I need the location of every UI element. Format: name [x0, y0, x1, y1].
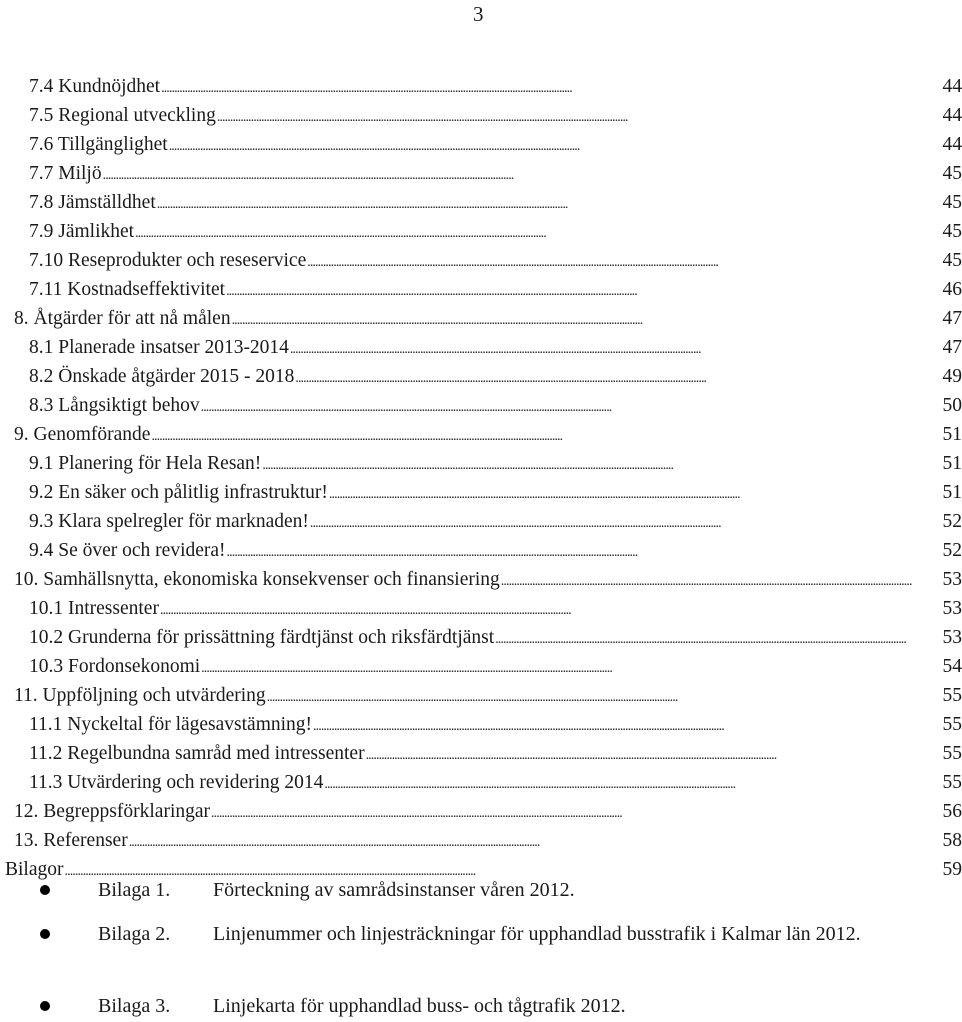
toc-entry[interactable]	[0, 594, 962, 623]
toc-entry-page: 47	[942, 308, 962, 329]
toc-entry[interactable]	[0, 333, 962, 362]
toc-entry[interactable]	[0, 246, 962, 275]
toc-entry-title: Bilagor	[5, 859, 64, 880]
dot-leader	[201, 391, 935, 422]
toc-entry-page: 47	[942, 337, 962, 358]
page-number: 3	[473, 2, 484, 26]
toc-entry[interactable]	[0, 275, 962, 304]
toc-entry-title: 10.1 Intressenter	[29, 598, 159, 619]
toc-entry-title: 9.4 Se över och revidera!	[29, 540, 226, 561]
toc-entry[interactable]	[0, 652, 962, 681]
toc-entry[interactable]	[0, 217, 962, 246]
toc-entry-title: 11. Uppföljning och utvärdering	[14, 685, 266, 706]
toc-entry-page: 56	[942, 801, 962, 822]
dot-leader	[366, 739, 935, 770]
toc-entry-page: 53	[942, 569, 962, 590]
toc-entry-title: 7.7 Miljö	[29, 163, 102, 184]
toc-entry-page: 52	[942, 540, 962, 561]
dot-leader	[217, 101, 935, 132]
dot-leader	[295, 362, 935, 393]
toc-entry-title: 9.3 Klara spelregler för marknaden!	[29, 511, 309, 532]
toc-entry-title: 9. Genomförande	[14, 424, 151, 445]
toc-entry-title: 7.8 Jämställdhet	[29, 192, 156, 213]
toc-entry-title: 8. Åtgärder för att nå målen	[14, 308, 231, 329]
toc-entry[interactable]	[0, 507, 962, 536]
appendix-title: Förteckning av samrådsinstanser våren 2012.	[213, 879, 575, 901]
appendix-label: Bilaga 1.	[98, 879, 171, 901]
toc-entry-title: 7.9 Jämlikhet	[29, 221, 135, 242]
toc-entry-title: 11.2 Regelbundna samråd med intressenter	[29, 743, 365, 764]
toc-entry[interactable]	[0, 797, 962, 826]
toc-entry-title: 11.1 Nyckeltal för lägesavstämning!	[29, 714, 313, 735]
dot-leader	[103, 159, 935, 190]
toc-entry-title: 10.3 Fordonsekonomi	[29, 656, 201, 677]
toc-entry-page: 58	[942, 830, 962, 851]
appendix-title: Linjekarta för upphandlad buss- och tågtrafik 2012.	[213, 995, 626, 1017]
dot-leader	[495, 623, 935, 654]
toc-entry-page: 45	[942, 163, 962, 184]
appendix-label: Bilaga 3.	[98, 995, 171, 1017]
toc-entry[interactable]	[0, 188, 962, 217]
toc-entry[interactable]	[0, 826, 962, 855]
toc-entry-title: 12. Begreppsförklaringar	[14, 801, 211, 822]
toc-entry-page: 44	[942, 134, 962, 155]
toc-entry-title: 8.2 Önskade åtgärder 2015 - 2018	[29, 366, 295, 387]
toc-entry-title: 9.2 En säker och pålitlig infrastruktur!	[29, 482, 328, 503]
dot-leader	[227, 536, 935, 567]
dot-leader	[324, 768, 935, 799]
toc-entry-title: 7.11 Kostnadseffektivitet	[29, 279, 226, 300]
toc-entry-title: 10. Samhällsnytta, ekonomiska konsekvenser och finansiering	[14, 569, 500, 590]
bullet-icon	[40, 929, 50, 939]
dot-leader	[129, 826, 935, 857]
toc-entry[interactable]	[0, 710, 962, 739]
toc-entry[interactable]	[0, 362, 962, 391]
toc-entry-page: 51	[942, 453, 962, 474]
toc-entry-title: 7.10 Reseprodukter och reseservice	[29, 250, 307, 271]
toc-entry[interactable]	[0, 449, 962, 478]
toc-entry-page: 45	[942, 221, 962, 242]
toc-entry-title: 8.1 Planerade insatser 2013-2014	[29, 337, 289, 358]
toc-entry-page: 54	[942, 656, 962, 677]
dot-leader	[313, 710, 935, 741]
toc-entry-page: 45	[942, 192, 962, 213]
dot-leader	[290, 333, 935, 364]
dot-leader	[262, 449, 935, 480]
dot-leader	[211, 797, 935, 828]
toc-entry[interactable]	[0, 739, 962, 768]
toc-entry-page: 53	[942, 627, 962, 648]
toc-entry[interactable]	[0, 420, 962, 449]
dot-leader	[151, 420, 935, 451]
dot-leader	[501, 565, 935, 596]
toc-entry[interactable]	[0, 536, 962, 565]
toc-entry-page: 55	[942, 772, 962, 793]
dot-leader	[226, 275, 935, 306]
toc-entry-page: 49	[942, 366, 962, 387]
toc-entry-page: 45	[942, 250, 962, 271]
toc-entry-title: 8.3 Långsiktigt behov	[29, 395, 200, 416]
toc-entry-title: 9.1 Planering för Hela Resan!	[29, 453, 262, 474]
dot-leader	[135, 217, 935, 248]
toc-entry-page: 55	[942, 714, 962, 735]
toc-entry[interactable]	[0, 623, 962, 652]
appendix-label: Bilaga 2.	[98, 923, 171, 945]
toc-entry-title: 10.2 Grunderna för prissättning färdtjänst och riksfärdtjänst	[29, 627, 495, 648]
toc-entry[interactable]	[0, 768, 962, 797]
toc-entry[interactable]	[0, 391, 962, 420]
toc-entry-page: 50	[942, 395, 962, 416]
toc-entry-page: 53	[942, 598, 962, 619]
toc-entry-page: 46	[942, 279, 962, 300]
toc-entry-title: 11.3 Utvärdering och revidering 2014	[29, 772, 324, 793]
toc-entry-title: 7.5 Regional utveckling	[29, 105, 216, 126]
toc-entry-page: 55	[942, 685, 962, 706]
toc-entry[interactable]	[0, 159, 962, 188]
toc-entry[interactable]	[0, 72, 962, 101]
toc-entry-title: 7.6 Tillgänglighet	[29, 134, 168, 155]
dot-leader	[161, 72, 935, 103]
toc-entry-page: 59	[942, 859, 962, 880]
dot-leader	[307, 246, 935, 277]
dot-leader	[160, 594, 935, 625]
toc-entry[interactable]	[0, 304, 962, 333]
dot-leader	[329, 478, 935, 509]
toc-entry-page: 52	[942, 511, 962, 532]
dot-leader	[267, 681, 935, 712]
toc-entry-page: 51	[942, 424, 962, 445]
toc-entry-page: 51	[942, 482, 962, 503]
dot-leader	[310, 507, 935, 538]
toc-entry-title: 13. Referenser	[14, 830, 128, 851]
bullet-icon	[40, 885, 50, 895]
toc-entry[interactable]	[0, 681, 962, 710]
toc-entry[interactable]	[0, 130, 962, 159]
toc-entry[interactable]	[0, 565, 962, 594]
appendix-title: Linjenummer och linjesträckningar för upphandlad busstrafik i Kalmar län 2012.	[213, 923, 861, 945]
table-of-contents	[0, 72, 962, 884]
toc-entry-title: 7.4 Kundnöjdhet	[29, 76, 161, 97]
toc-entry-page: 44	[942, 105, 962, 126]
toc-entry[interactable]	[0, 101, 962, 130]
toc-entry-page: 44	[942, 76, 962, 97]
dot-leader	[169, 130, 935, 161]
dot-leader	[157, 188, 935, 219]
bullet-icon	[40, 1001, 50, 1011]
dot-leader	[232, 304, 935, 335]
dot-leader	[201, 652, 935, 683]
toc-entry-page: 55	[942, 743, 962, 764]
toc-entry[interactable]	[0, 478, 962, 507]
